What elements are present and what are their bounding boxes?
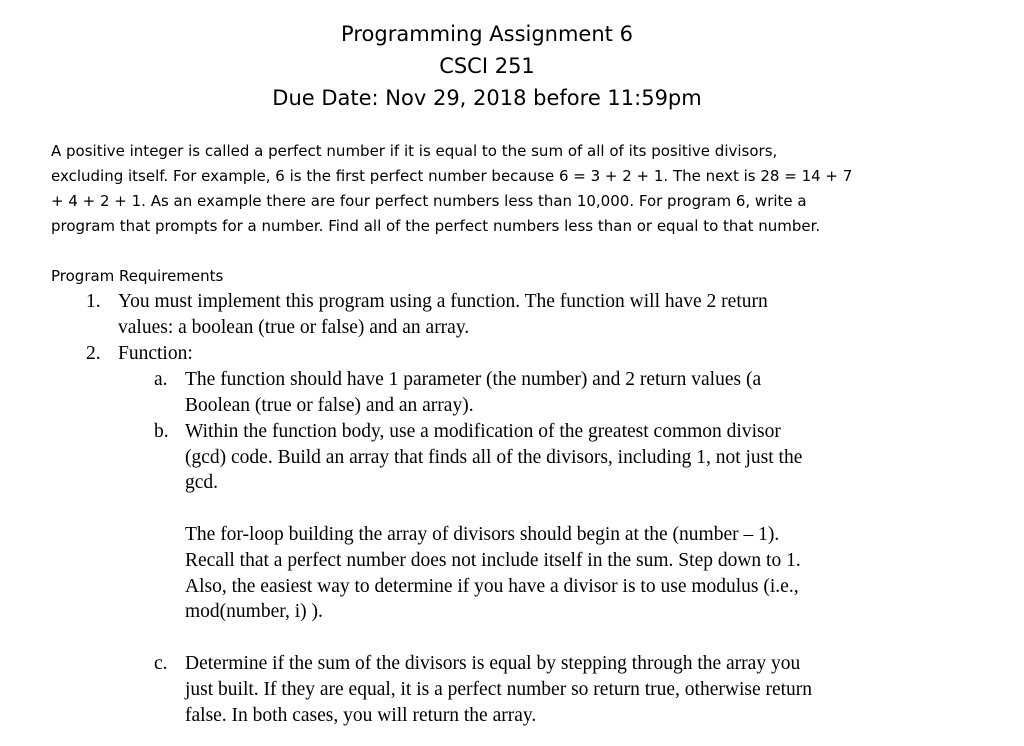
subitem-line: gcd. [185,472,219,493]
requirement-line: Function: [118,343,193,364]
subitem-paragraph-line: Also, the easiest way to determine if you have a divisor is to use modulus (i.e., [185,576,799,597]
sublist-marker: a. [154,369,168,390]
subitem-line: Determine if the sum of the divisors is equal by stepping through the array you [185,653,801,674]
intro-line: A positive integer is called a perfect number if it is equal to the sum of all of its positive divisors, [51,142,778,160]
subitem-line: (gcd) code. Build an array that finds all of the divisors, including 1, not just the [185,447,803,468]
requirements-heading: Program Requirements [51,267,224,285]
list-marker: 1. [86,291,101,312]
subitem-paragraph-line: Recall that a perfect number does not include itself in the sum. Step down to 1. [185,550,801,571]
subitem-line: just built. If they are equal, it is a perfect number so return true, otherwise return [185,679,813,700]
subitem-line: Boolean (true or false) and an array). [185,395,474,416]
intro-line: program that prompts for a number. Find all of the perfect numbers less than or equal to that number. [51,217,821,235]
document-title [0,18,974,114]
title-line-assignment: Programming Assignment 6 [341,22,633,46]
subitem-line: Within the function body, use a modification of the greatest common divisor [185,421,781,442]
intro-line: + 4 + 2 + 1. As an example there are four perfect numbers less than 10,000. For program 6, write a [51,192,807,210]
subitem-line: false. In both cases, you will return the array. [185,705,537,726]
title-line-course: CSCI 251 [439,54,535,78]
intro-line: excluding itself. For example, 6 is the first perfect number because 6 = 3 + 2 + 1. The next is 28 = 14 + 7 [51,167,853,185]
subitem-paragraph-line: The for-loop building the array of divisors should begin at the (number – 1). [185,524,780,545]
sublist-marker: b. [154,421,169,442]
intro-paragraph [51,139,971,239]
subitem-paragraph-line: mod(number, i) ). [185,601,323,622]
sublist-marker: c. [154,653,168,674]
requirement-line: You must implement this program using a function. The function will have 2 return [118,291,768,312]
requirement-line: values: a boolean (true or false) and an array. [118,317,470,338]
title-line-due-date: Due Date: Nov 29, 2018 before 11:59pm [272,86,702,110]
list-marker: 2. [86,343,101,364]
subitem-line: The function should have 1 parameter (the number) and 2 return values (a [185,369,762,390]
